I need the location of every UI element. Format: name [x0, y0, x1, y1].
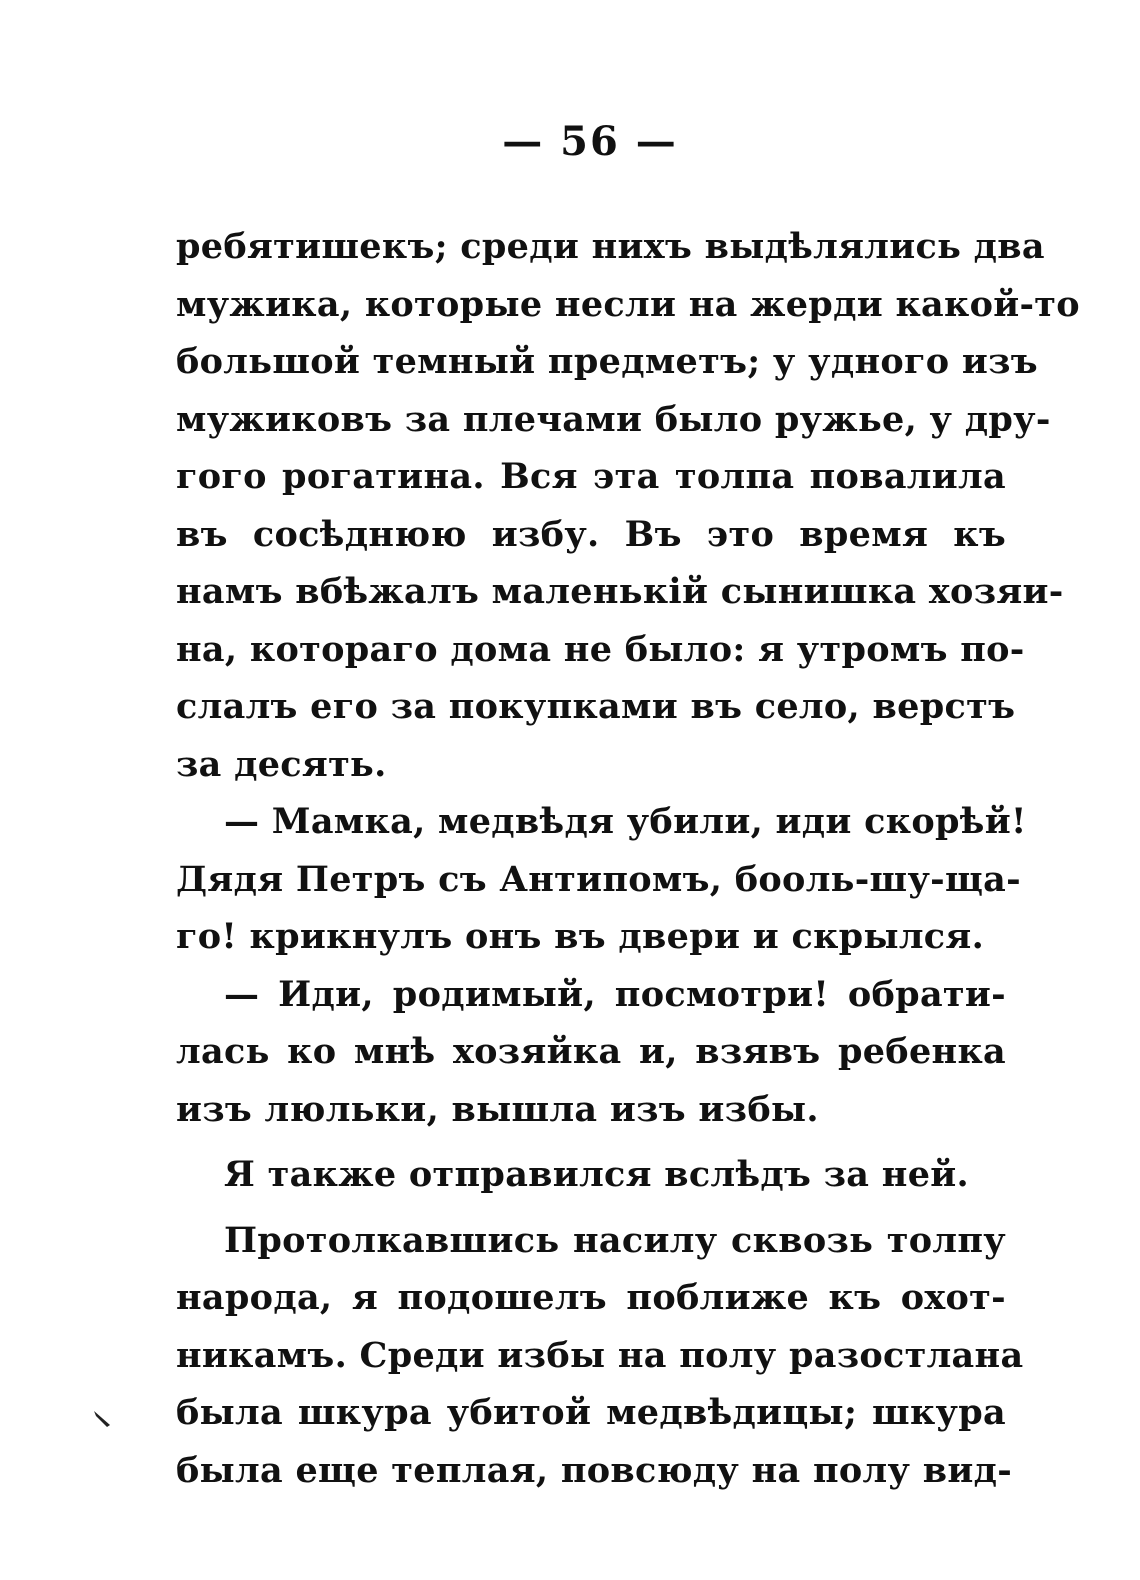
text-line: намъ вбѣжалъ маленькій сынишка хозяи- [176, 571, 1064, 612]
text-line: — Иди, родимый, посмотри! обрати- [224, 973, 1006, 1015]
text-line: гого рогатина. Вся эта толпа повалила [176, 456, 1006, 497]
text-line: го! крикнулъ онъ въ двери и скрылся. [176, 916, 985, 957]
text-line: была шкура убитой медвѣдицы; шкура [176, 1392, 1006, 1433]
text-line: большой темный предметъ; у удного изъ [176, 341, 1038, 382]
body-text [176, 218, 1080, 1499]
text-line: — Мамка, медвѣдя убили, иди скорѣй! [224, 801, 1027, 842]
text-line: Дядя Петръ съ Антипомъ, бооль-шу-ща- [176, 858, 1021, 900]
paragraph [176, 1146, 1006, 1204]
ink-speck-mark [92, 1408, 114, 1430]
text-line: въ сосѣднюю избу. Въ это время къ [176, 513, 1006, 555]
text-line: мужика, которые несли на жерди какой-то [176, 283, 1080, 325]
text-line: на, котораго дома не было: я утромъ по- [176, 628, 1025, 670]
text-line: никамъ. Среди избы на полу разостлана [176, 1334, 1024, 1376]
text-line: изъ люльки, вышла изъ избы. [176, 1088, 819, 1130]
paragraph [176, 1212, 1024, 1500]
paragraph-gap [176, 1204, 1006, 1212]
text-line: Протолкавшись насилу сквозь толпу [224, 1219, 1006, 1261]
text-line: лась ко мнѣ хозяйка и, взявъ ребенка [176, 1031, 1006, 1072]
text-line: слалъ его за покупками въ село, верстъ [176, 686, 1016, 727]
paragraph [176, 218, 1080, 793]
text-line: за десять. [176, 743, 387, 785]
text-line: Я также отправился вслѣдъ за ней. [224, 1154, 970, 1195]
paragraph [176, 793, 1027, 966]
paragraph [176, 966, 1006, 1139]
page-number: — 56 — [502, 118, 678, 165]
text-line: народа, я подошелъ поближе къ охот- [176, 1277, 1006, 1318]
text-line: была еще теплая, повсюду на полу вид- [176, 1449, 1013, 1491]
text-line: мужиковъ за плечами было ружье, у дру- [176, 398, 1051, 440]
text-line: ребятишекъ; среди нихъ выдѣлялись два [176, 226, 1045, 267]
paragraph-gap [176, 1138, 1006, 1146]
